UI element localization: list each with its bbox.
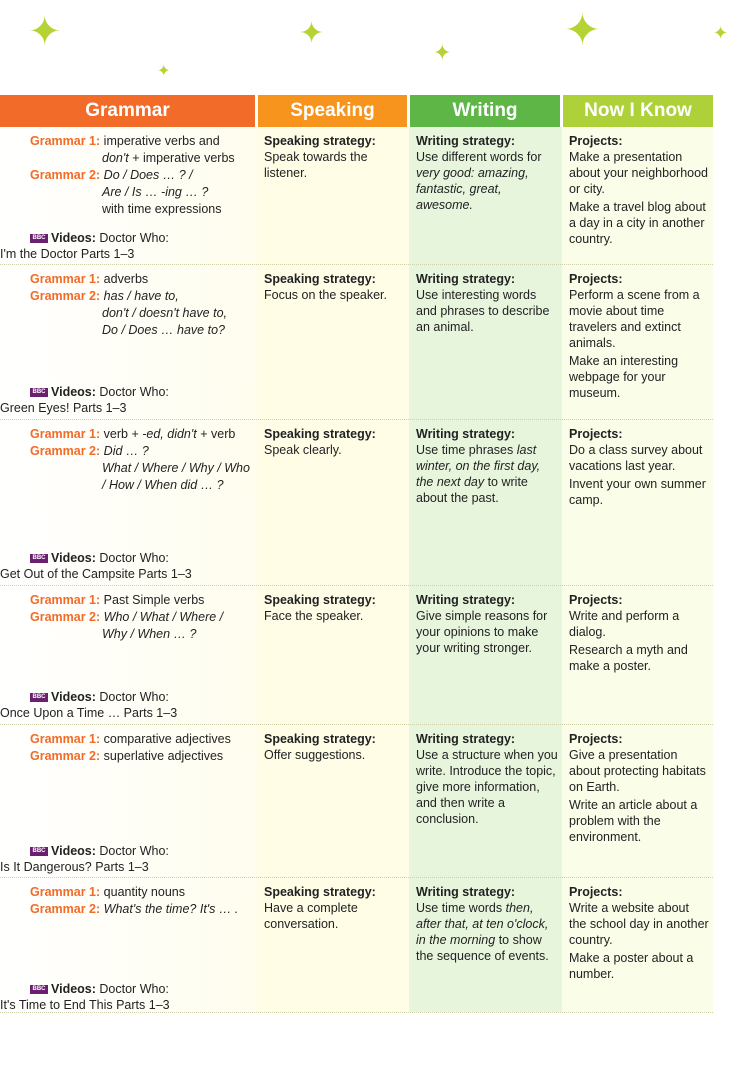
grammar2-text: Did … ? — [103, 444, 149, 458]
speaking-text: Face the speaker. — [264, 609, 364, 623]
grammar1-text: don't — [102, 151, 129, 165]
video-title: Green Eyes! Parts 1–3 — [0, 401, 127, 415]
grammar-cell — [30, 133, 255, 218]
grammar2-text: don't / doesn't have to, — [102, 306, 227, 320]
grammar2-text: superlative adjectives — [103, 749, 224, 763]
header-now-i-know: Now I Know — [563, 95, 713, 127]
video-title: Is It Dangerous? Parts 1–3 — [0, 860, 149, 874]
writing-text: Use interesting words and phrases to describe an animal. — [416, 288, 550, 334]
bbc-icon: BBC — [30, 847, 48, 856]
grammar1-text: verb + — [103, 427, 143, 441]
writing-text: Use time words — [416, 901, 506, 915]
writing-text: to show the sequence of events. — [416, 933, 549, 963]
grammar1-label: Grammar 1: — [30, 732, 101, 746]
writing-text: Give simple reasons for your opinions to make your writing stronger. — [416, 609, 548, 655]
project-item: Perform a scene from a movie about time travelers and extinct animals. — [569, 288, 700, 350]
project-item: Write and perform a dialog. — [569, 609, 680, 639]
videos-label: Videos: — [51, 844, 96, 858]
writing-label: Writing strategy: — [416, 272, 516, 286]
grammar-cell — [30, 271, 255, 339]
videos-label: Videos: — [51, 551, 96, 565]
video-show: Doctor Who: — [99, 690, 169, 704]
table-row — [0, 586, 713, 725]
header-writing: Writing — [410, 95, 560, 127]
grammar1-label: Grammar 1: — [30, 134, 101, 148]
writing-label: Writing strategy: — [416, 732, 516, 746]
star-decoration: ✦ — [713, 23, 729, 43]
grammar2-label: Grammar 2: — [30, 610, 101, 624]
speaking-text: Focus on the speaker. — [264, 288, 387, 302]
writing-label: Writing strategy: — [416, 134, 516, 148]
grammar2-text: Do / Does … have to? — [102, 323, 225, 337]
speaking-label: Speaking strategy: — [264, 272, 376, 286]
project-item: Give a presentation about protecting habitats on Earth. — [569, 748, 706, 794]
speaking-text: Offer suggestions. — [264, 748, 366, 762]
grammar1-text: + verb — [196, 427, 236, 441]
header-speaking: Speaking — [258, 95, 407, 127]
grammar1-label: Grammar 1: — [30, 885, 101, 899]
speaking-cell — [264, 884, 404, 932]
video-show: Doctor Who: — [99, 385, 169, 399]
writing-text: Use time phrases — [416, 443, 517, 457]
grammar-cell — [30, 884, 255, 918]
speaking-label: Speaking strategy: — [264, 134, 376, 148]
projects-cell — [569, 884, 709, 984]
writing-label: Writing strategy: — [416, 885, 516, 899]
video-title: Get Out of the Campsite Parts 1–3 — [0, 567, 192, 581]
project-item: Make a presentation about your neighborhood or city. — [569, 150, 709, 196]
grammar2-label: Grammar 2: — [30, 168, 101, 182]
writing-label: Writing strategy: — [416, 593, 516, 607]
projects-cell — [569, 731, 709, 847]
video-title: Once Upon a Time … Parts 1–3 — [0, 706, 178, 720]
writing-cell — [416, 133, 558, 213]
speaking-cell — [264, 271, 404, 303]
bbc-icon: BBC — [30, 234, 48, 243]
video-show: Doctor Who: — [99, 231, 169, 245]
speaking-text: Have a complete conversation. — [264, 901, 358, 931]
grammar2-text: What / Where / Why / Who — [102, 461, 250, 475]
grammar1-label: Grammar 1: — [30, 593, 101, 607]
projects-label: Projects: — [569, 593, 623, 607]
speaking-label: Speaking strategy: — [264, 732, 376, 746]
project-item: Do a class survey about vacations last year. — [569, 443, 703, 473]
projects-cell — [569, 426, 709, 510]
header-grammar: Grammar — [0, 95, 255, 127]
video-show: Doctor Who: — [99, 982, 169, 996]
table-row — [0, 725, 713, 878]
grammar1-text: quantity nouns — [103, 885, 185, 899]
star-decoration: ✦ — [28, 10, 62, 54]
table-header — [0, 95, 753, 127]
grammar2-text: What's the time? It's … . — [103, 902, 239, 916]
star-decoration: ✦ — [433, 40, 452, 65]
grammar1-label: Grammar 1: — [30, 272, 101, 286]
project-item: Invent your own summer camp. — [569, 477, 706, 507]
video-link[interactable] — [0, 843, 255, 875]
grammar2-text: has / have to, — [103, 289, 179, 303]
speaking-label: Speaking strategy: — [264, 885, 376, 899]
speaking-label: Speaking strategy: — [264, 593, 376, 607]
video-link[interactable] — [0, 550, 255, 582]
videos-label: Videos: — [51, 385, 96, 399]
video-title: I'm the Doctor Parts 1–3 — [0, 247, 135, 261]
projects-label: Projects: — [569, 134, 623, 148]
projects-cell — [569, 592, 709, 676]
writing-cell — [416, 592, 558, 656]
video-link[interactable] — [0, 384, 255, 416]
video-link[interactable] — [0, 981, 255, 1013]
grammar1-text: adverbs — [103, 272, 149, 286]
writing-cell — [416, 731, 558, 827]
writing-text: to write about the past. — [416, 475, 528, 505]
projects-label: Projects: — [569, 427, 623, 441]
star-decoration: ✦ — [157, 63, 171, 80]
grammar-cell — [30, 426, 255, 494]
grammar2-label: Grammar 2: — [30, 444, 101, 458]
videos-label: Videos: — [51, 982, 96, 996]
speaking-text: Speak clearly. — [264, 443, 342, 457]
bbc-icon: BBC — [30, 693, 48, 702]
grammar1-text: -ed, didn't — [142, 427, 197, 441]
speaking-label: Speaking strategy: — [264, 427, 376, 441]
grammar1-text: imperative verbs and — [103, 134, 220, 148]
grammar2-label: Grammar 2: — [30, 289, 101, 303]
grammar-cell — [30, 592, 255, 643]
project-item: Make a travel blog about a day in a city in another country. — [569, 200, 706, 246]
speaking-cell — [264, 426, 404, 458]
star-decoration: ✦ — [299, 17, 325, 50]
writing-label: Writing strategy: — [416, 427, 516, 441]
project-item: Make an interesting webpage for your museum. — [569, 354, 679, 400]
speaking-cell — [264, 133, 404, 181]
grammar1-text: + imperative verbs — [128, 151, 235, 165]
project-item: Research a myth and make a poster. — [569, 643, 688, 673]
table-row — [0, 878, 713, 1013]
video-link[interactable] — [0, 230, 255, 262]
grammar1-text: Past Simple verbs — [103, 593, 205, 607]
projects-label: Projects: — [569, 272, 623, 286]
writing-text: very good: amazing, fantastic, great, awesome. — [416, 166, 529, 212]
bbc-icon: BBC — [30, 388, 48, 397]
speaking-cell — [264, 592, 404, 624]
table-row — [0, 420, 713, 586]
grammar-cell — [30, 731, 255, 765]
projects-cell — [569, 133, 709, 249]
grammar2-text: with time expressions — [102, 202, 222, 216]
writing-cell — [416, 271, 558, 335]
project-item: Make a poster about a number. — [569, 951, 694, 981]
grammar2-text: / How / When did … ? — [102, 478, 224, 492]
star-decoration: ✦ — [564, 6, 601, 55]
grammar2-text: Are / Is … -ing … ? — [102, 185, 209, 199]
table-row — [0, 127, 713, 265]
grammar2-text: Why / When … ? — [102, 627, 197, 641]
speaking-text: Speak towards the listener. — [264, 150, 368, 180]
grammar1-text: comparative adjectives — [103, 732, 231, 746]
grammar2-text: Who / What / Where / — [103, 610, 224, 624]
speaking-cell — [264, 731, 404, 763]
projects-label: Projects: — [569, 885, 623, 899]
writing-text: last winter, on the first day, the next day — [416, 443, 541, 489]
video-show: Doctor Who: — [99, 551, 169, 565]
projects-cell — [569, 271, 709, 403]
videos-label: Videos: — [51, 690, 96, 704]
writing-text: Use different words for — [416, 150, 542, 164]
grammar2-label: Grammar 2: — [30, 902, 101, 916]
grammar2-label: Grammar 2: — [30, 749, 101, 763]
writing-text: then, after that, at ten o'clock, in the morning — [416, 901, 549, 947]
bbc-icon: BBC — [30, 985, 48, 994]
project-item: Write a website about the school day in another country. — [569, 901, 709, 947]
writing-cell — [416, 426, 558, 506]
video-title: It's Time to End This Parts 1–3 — [0, 998, 170, 1012]
video-link[interactable] — [0, 689, 255, 721]
writing-cell — [416, 884, 558, 964]
writing-text: Use a structure when you write. Introduce the topic, give more information, and then write a conclusion. — [416, 748, 558, 826]
projects-label: Projects: — [569, 732, 623, 746]
bbc-icon: BBC — [30, 554, 48, 563]
grammar2-text: Do / Does … ? / — [103, 168, 193, 182]
grammar1-label: Grammar 1: — [30, 427, 101, 441]
video-show: Doctor Who: — [99, 844, 169, 858]
table-row — [0, 265, 713, 420]
videos-label: Videos: — [51, 231, 96, 245]
project-item: Write an article about a problem with the environment. — [569, 798, 698, 844]
